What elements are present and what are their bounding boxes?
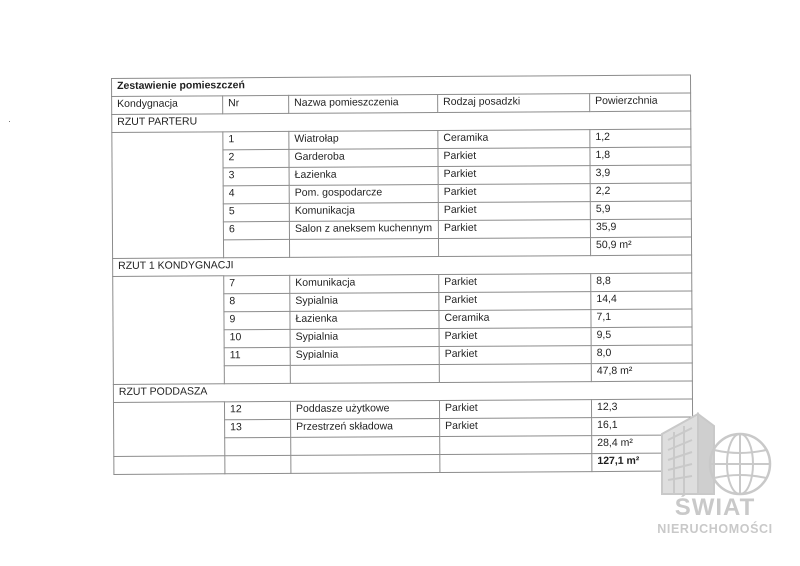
room-area: 14,4 bbox=[591, 291, 692, 310]
room-area: 8,8 bbox=[591, 273, 692, 292]
room-number: 4 bbox=[223, 185, 289, 203]
floor-type: Parkiet bbox=[438, 148, 590, 167]
room-area: 12,3 bbox=[591, 399, 692, 418]
room-name: Garderoba bbox=[289, 149, 438, 168]
floor-type: Parkiet bbox=[439, 328, 591, 347]
floor-type: Parkiet bbox=[439, 274, 591, 293]
header-posadzka: Rodzaj posadzki bbox=[438, 94, 590, 113]
room-number: 11 bbox=[224, 347, 290, 365]
subtotal-empty-nr bbox=[224, 365, 290, 383]
room-number: 1 bbox=[223, 131, 289, 149]
floor-type: Parkiet bbox=[439, 346, 591, 365]
level-cell-blank bbox=[113, 276, 225, 385]
level-cell-blank bbox=[112, 132, 224, 259]
header-nazwa: Nazwa pomieszczenia bbox=[289, 95, 438, 114]
room-area: 1,8 bbox=[590, 147, 691, 166]
floor-type: Parkiet bbox=[439, 400, 591, 419]
grand-total-row bbox=[114, 453, 693, 475]
room-number: 13 bbox=[225, 419, 291, 437]
room-number: 7 bbox=[224, 275, 290, 293]
room-number: 12 bbox=[224, 401, 290, 419]
floor-type: Parkiet bbox=[438, 166, 590, 185]
header-nr: Nr bbox=[223, 95, 289, 113]
room-name: Sypialnia bbox=[290, 347, 439, 366]
table-title: Zestawienie pomieszczeń bbox=[112, 75, 691, 97]
watermark-logo bbox=[640, 406, 790, 546]
room-name: Komunikacja bbox=[289, 203, 438, 222]
room-name: Przestrzeń składowa bbox=[291, 418, 440, 437]
section-name: RZUT 1 KONDYGNACJI bbox=[113, 255, 692, 277]
room-name: Salon z aneksem kuchennym bbox=[289, 221, 438, 240]
room-name: Poddasze użytkowe bbox=[290, 400, 439, 419]
room-number: 8 bbox=[224, 293, 290, 311]
table-body bbox=[112, 75, 693, 475]
subtotal-empty-name bbox=[290, 365, 439, 384]
room-name: Sypialnia bbox=[290, 329, 439, 348]
room-number: 3 bbox=[223, 167, 289, 185]
scan-speck bbox=[9, 121, 10, 122]
room-area: 35,9 bbox=[590, 219, 691, 238]
room-area: 5,9 bbox=[590, 201, 691, 220]
room-area: 7,1 bbox=[591, 309, 692, 328]
grand-total-empty-level bbox=[114, 456, 225, 475]
subtotal-empty-nr bbox=[223, 239, 289, 257]
subtotal-empty-name bbox=[289, 239, 438, 258]
section-total: 47,8 m² bbox=[591, 363, 692, 382]
grand-total-empty-nr bbox=[225, 455, 291, 473]
grand-total: 127,1 m² bbox=[592, 453, 693, 472]
room-number: 10 bbox=[224, 329, 290, 347]
subtotal-empty-name bbox=[291, 436, 440, 455]
room-schedule-table bbox=[111, 74, 693, 475]
watermark-word-nieruchomosci: NIERUCHOMOŚCI bbox=[657, 522, 773, 536]
room-number: 6 bbox=[223, 221, 289, 239]
header-kondygnacja: Kondygnacja bbox=[112, 96, 223, 115]
room-area: 9,5 bbox=[591, 327, 692, 346]
grand-total-empty-floor bbox=[440, 454, 592, 473]
room-number: 5 bbox=[223, 203, 289, 221]
section-total: 50,9 m² bbox=[590, 237, 691, 256]
room-name: Łazienka bbox=[289, 167, 438, 186]
header-powierzchnia: Powierzchnia bbox=[590, 93, 691, 112]
room-name: Pom. gospodarcze bbox=[289, 185, 438, 204]
subtotal-empty-floor bbox=[440, 436, 592, 455]
floor-type: Parkiet bbox=[440, 418, 592, 437]
subtotal-empty-floor bbox=[439, 364, 591, 383]
section-total: 28,4 m² bbox=[592, 435, 693, 454]
watermark-word-swiat: ŚWIAT bbox=[674, 494, 756, 521]
room-area: 1,2 bbox=[590, 129, 691, 148]
floor-type: Ceramika bbox=[438, 130, 590, 149]
subtotal-empty-nr bbox=[225, 437, 291, 455]
floor-type: Parkiet bbox=[438, 220, 590, 239]
section-name: RZUT PODDASZA bbox=[113, 381, 692, 403]
building-globe-icon bbox=[640, 406, 790, 501]
subtotal-empty-floor bbox=[438, 238, 590, 257]
room-name: Łazienka bbox=[290, 311, 439, 330]
room-area: 8,0 bbox=[591, 345, 692, 364]
floor-type: Parkiet bbox=[438, 202, 590, 221]
level-cell-blank bbox=[113, 402, 224, 457]
floor-type: Parkiet bbox=[439, 292, 591, 311]
grand-total-empty-name bbox=[291, 454, 440, 473]
floor-type: Ceramika bbox=[439, 310, 591, 329]
room-number: 2 bbox=[223, 149, 289, 167]
room-number: 9 bbox=[224, 311, 290, 329]
room-name: Komunikacja bbox=[290, 275, 439, 294]
room-name: Wiatrołap bbox=[289, 131, 438, 150]
room-area: 2,2 bbox=[590, 183, 691, 202]
section-name: RZUT PARTERU bbox=[112, 111, 691, 133]
room-area: 16,1 bbox=[592, 417, 693, 436]
room-area: 3,9 bbox=[590, 165, 691, 184]
floor-type: Parkiet bbox=[438, 184, 590, 203]
room-name: Sypialnia bbox=[290, 293, 439, 312]
